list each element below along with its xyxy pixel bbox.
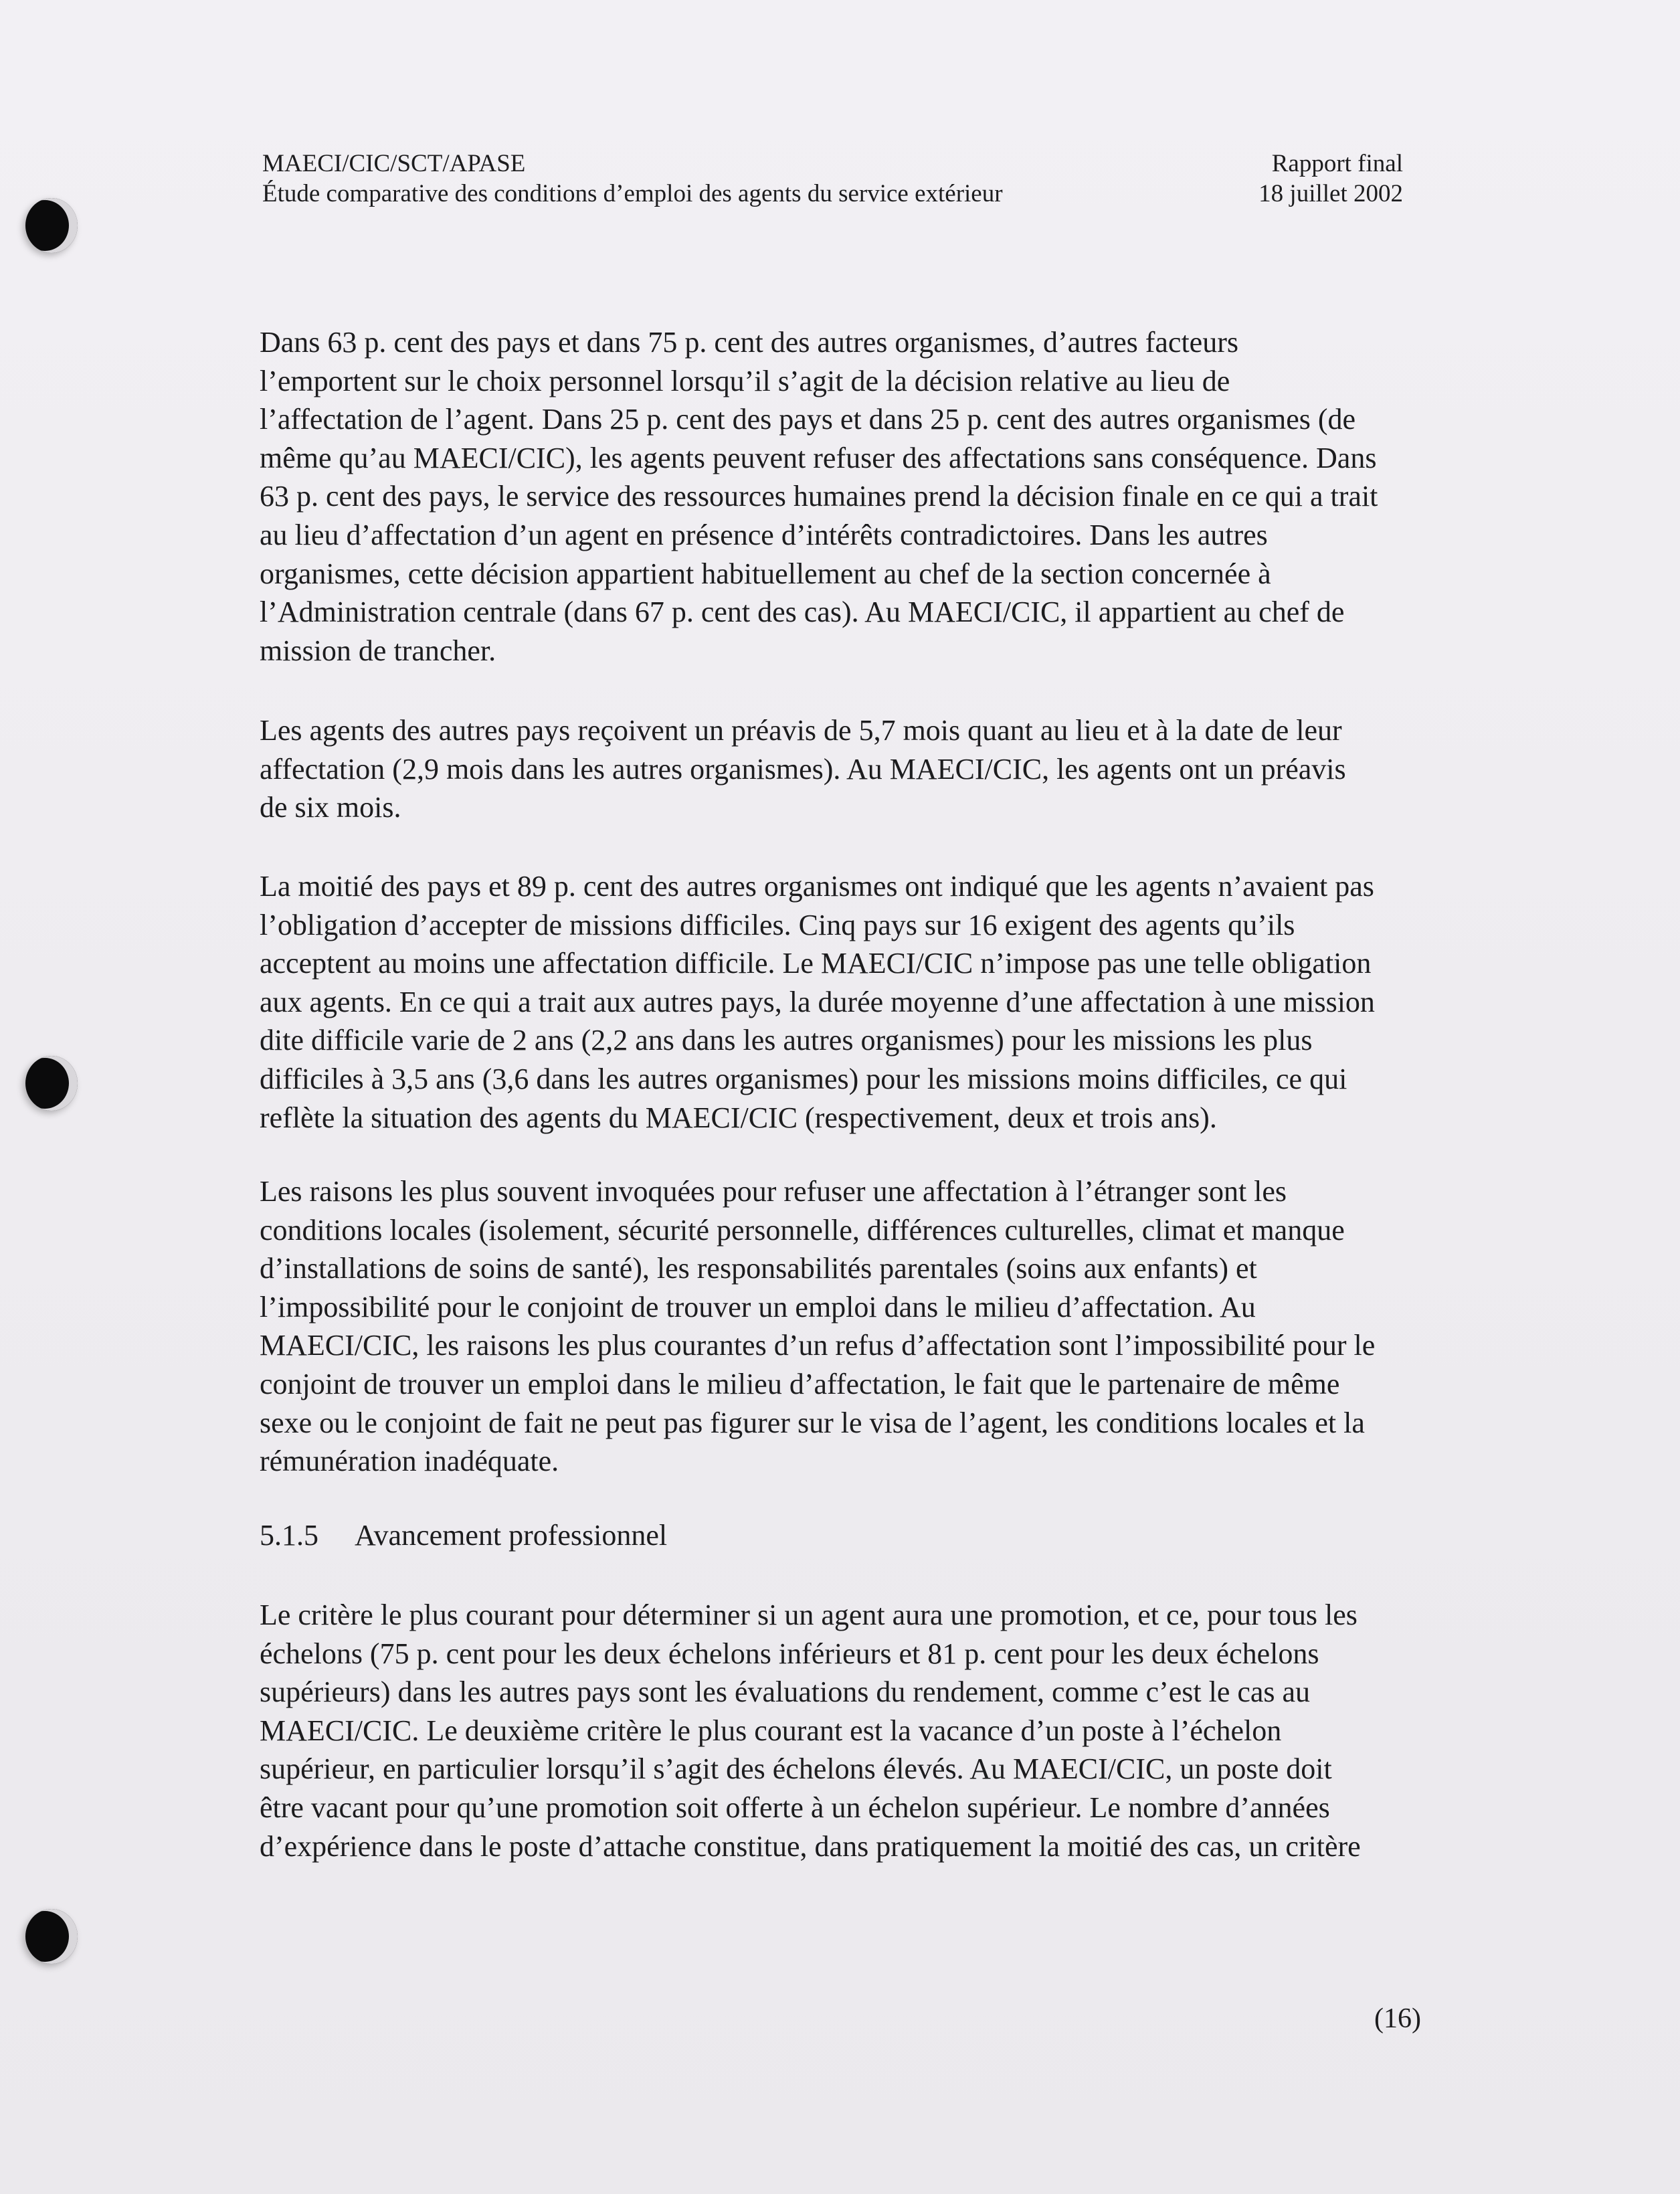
text-line: l’impossibilité pour le conjoint de trouver un emploi dans le milieu d’affectation. Au xyxy=(260,1290,1256,1323)
text-line: de six mois. xyxy=(260,791,401,824)
text-line: affectation (2,9 mois dans les autres organismes). Au MAECI/CIC, les agents ont un préavis xyxy=(260,752,1346,786)
text-line: l’affectation de l’agent. Dans 25 p. cent des pays et dans 25 p. cent des autres organismes (de xyxy=(260,403,1356,436)
paragraph-refusal-reasons xyxy=(260,1172,1477,1481)
text-line: reflète la situation des agents du MAECI/CIC (respectivement, deux et trois ans). xyxy=(260,1101,1217,1134)
text-line: supérieur, en particulier lorsqu’il s’agit des échelons élevés. Au MAECI/CIC, un poste doit xyxy=(260,1752,1332,1786)
text-line: difficiles à 3,5 ans (3,6 dans les autres organismes) pour les missions moins difficiles, ce qui xyxy=(260,1062,1347,1095)
binder-hole xyxy=(25,1909,78,1964)
text-line: l’emportent sur le choix personnel lorsqu’il s’agit de la décision relative au lieu de xyxy=(260,364,1230,397)
text-line: 63 p. cent des pays, le service des ressources humaines prend la décision finale en ce qui a trait xyxy=(260,480,1378,513)
text-line: organismes, cette décision appartient habituellement au chef de la section concernée à xyxy=(260,557,1271,590)
text-line: rémunération inadéquate. xyxy=(260,1445,559,1478)
header-report-type: Rapport final xyxy=(1271,150,1403,177)
text-line: d’expérience dans le poste d’attache constitue, dans pratiquement la moitié des cas, un critère xyxy=(260,1829,1361,1863)
running-header-left xyxy=(262,149,1003,209)
text-line: supérieurs) dans les autres pays sont les évaluations du rendement, comme c’est le cas au xyxy=(260,1675,1311,1709)
text-line: dite difficile varie de 2 ans (2,2 ans dans les autres organismes) pour les missions les plus xyxy=(260,1024,1313,1057)
text-line: même qu’au MAECI/CIC), les agents peuvent refuser des affectations sans conséquence. Dans xyxy=(260,441,1377,474)
paragraph-promotion-criteria xyxy=(260,1596,1477,1865)
binder-hole xyxy=(25,1056,78,1111)
text-line: Le critère le plus courant pour déterminer si un agent aura une promotion, et ce, pour tous les xyxy=(260,1598,1358,1631)
text-line: l’obligation d’accepter de missions difficiles. Cinq pays sur 16 exigent des agents qu’ils xyxy=(260,908,1295,941)
text-line: Les raisons les plus souvent invoquées pour refuser une affectation à l’étranger sont les xyxy=(260,1175,1287,1208)
text-line: MAECI/CIC. Le deuxième critère le plus courant est la vacance d’un poste à l’échelon xyxy=(260,1714,1282,1747)
section-number: 5.1.5 xyxy=(260,1519,318,1552)
text-line: La moitié des pays et 89 p. cent des autres organismes ont indiqué que les agents n’avaient pas xyxy=(260,870,1374,903)
text-line: échelons (75 p. cent pour les deux échelons inférieurs et 81 p. cent pour les deux échelons xyxy=(260,1637,1319,1670)
text-line: aux agents. En ce qui a trait aux autres pays, la durée moyenne d’une affectation à une mission xyxy=(260,985,1375,1018)
text-line: être vacant pour qu’une promotion soit offerte à un échelon supérieur. Le nombre d’années xyxy=(260,1791,1330,1824)
paragraph-difficult-missions xyxy=(260,867,1477,1137)
header-date: 18 juillet 2002 xyxy=(1258,180,1403,207)
header-organizations: MAECI/CIC/SCT/APASE xyxy=(262,150,526,177)
running-header-right xyxy=(1258,149,1403,209)
header-study-title: Étude comparative des conditions d’emploi des agents du service extérieur xyxy=(262,180,1003,207)
text-line: Les agents des autres pays reçoivent un préavis de 5,7 mois quant au lieu et à la date de leur xyxy=(260,714,1342,747)
text-line: conditions locales (isolement, sécurité personnelle, différences culturelles, climat et manque xyxy=(260,1213,1345,1247)
text-line: l’Administration centrale (dans 67 p. cent des cas). Au MAECI/CIC, il appartient au chef de xyxy=(260,596,1345,629)
paragraph-notice-period xyxy=(260,711,1477,827)
section-heading xyxy=(260,1516,667,1554)
text-line: conjoint de trouver un emploi dans le milieu d’affectation, le fait que le partenaire de même xyxy=(260,1367,1340,1400)
text-line: sexe ou le conjoint de fait ne peut pas figurer sur le visa de l’agent, les conditions locales et la xyxy=(260,1406,1365,1439)
section-title: Avancement professionnel xyxy=(355,1519,668,1552)
text-line: Dans 63 p. cent des pays et dans 75 p. cent des autres organismes, d’autres facteurs xyxy=(260,326,1238,359)
page-number: (16) xyxy=(1374,2003,1421,2034)
text-line: acceptent au moins une affectation difficile. Le MAECI/CIC n’impose pas une telle obligation xyxy=(260,947,1372,980)
paragraph-assignment-decision xyxy=(260,323,1477,670)
text-line: MAECI/CIC, les raisons les plus courantes d’un refus d’affectation sont l’impossibilité pour le xyxy=(260,1329,1376,1362)
text-line: d’installations de soins de santé), les responsabilités parentales (soins aux enfants) et xyxy=(260,1252,1257,1285)
text-line: mission de trancher. xyxy=(260,634,496,667)
binder-hole xyxy=(25,198,78,253)
text-line: au lieu d’affectation d’un agent en présence d’intérêts contradictoires. Dans les autres xyxy=(260,518,1268,551)
